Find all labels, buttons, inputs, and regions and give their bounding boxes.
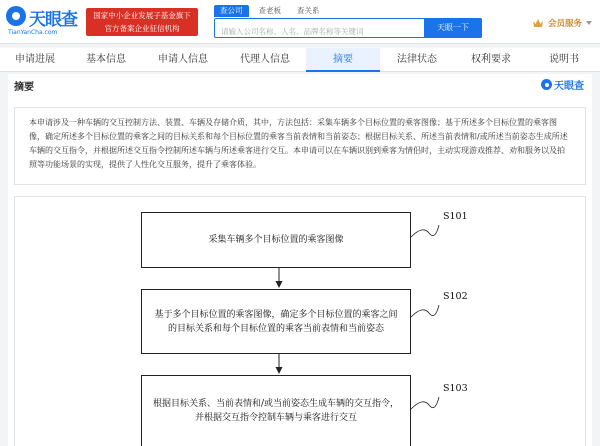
chevron-down-icon [586, 21, 592, 25]
watermark-text: 天眼查 [554, 81, 584, 92]
arrowhead-s102-s103 [276, 367, 283, 374]
member-service-label: 会员服务 [547, 19, 582, 29]
tab-applicant-info[interactable]: 申请人信息 [158, 54, 208, 65]
flow-step-text: 根据目标关系、当前表情和/或当前姿态生成车辆的交互指令，并根据交互指令控制车辆与乘客进行交互 [152, 399, 400, 423]
watermark-logo [541, 77, 584, 92]
tab-claims[interactable]: 权利要求 [471, 54, 511, 65]
tianyancha-logo[interactable] [6, 5, 78, 39]
patent-tab-bar [0, 48, 600, 72]
tab-application-progress[interactable]: 申请进展 [15, 54, 55, 65]
search-tab-relation[interactable]: 查关系 [297, 6, 320, 15]
abstract-figure [14, 196, 586, 446]
leader-s102 [411, 305, 439, 317]
eye-logo-icon [6, 6, 26, 26]
flow-step-text: 采集车辆多个目标位置的乘客图像 [208, 235, 344, 245]
gov-badge-line1: 国家中小企业发展子基金旗下 [93, 11, 191, 20]
search-button[interactable]: 天眼一下 [424, 18, 482, 38]
leader-s101 [411, 225, 439, 237]
tab-legal-status[interactable]: 法律状态 [397, 54, 437, 65]
gov-endorsement-badge[interactable] [86, 8, 198, 36]
top-header [0, 0, 600, 44]
section-title: 摘要 [14, 82, 34, 93]
tab-agent-info[interactable]: 代理人信息 [240, 54, 290, 65]
flow-step-box [141, 212, 411, 268]
gov-badge-line2: 官方备案企业征信机构 [104, 24, 180, 33]
eye-logo-icon [541, 79, 552, 90]
flow-step-label: S103 [443, 383, 468, 394]
flow-step-label: S101 [443, 211, 468, 222]
logo-url: TianYanCha.com [8, 29, 58, 36]
flow-step-label: S102 [443, 291, 468, 302]
flow-step-box [141, 375, 411, 446]
crown-icon [532, 18, 544, 28]
search-type-tabs [214, 5, 326, 17]
logo-text: 天眼查 [29, 10, 77, 30]
leader-s103 [411, 397, 439, 409]
flow-step-text: 基于多个目标位置的乘客图像，确定多个目标位置的乘客之间的目标关系和每个目标位置的乘客当前表情和当前姿态 [154, 309, 398, 334]
abstract-text: 本申请涉及一种车辆的交互控制方法、装置、车辆及存储介质，其中，方法包括：采集车辆多个目标位置的乘客图像；基于所述多个目标位置的乘客图像，确定所述多个目标位置的乘客之间的目标关系和每个目标位置的乘客当前表情和当前姿态；根据目标关系、所述当前表情和/或所述当前姿态生成所述车辆的交互指令，并根据所述交互指令控制所述车辆与所述乘客进行交互。本申请可以在车辆识别到乘客为情侣时，主动实现游戏推荐、劝和服务以及拍照等功能场景的实现，提供了人性化交互服务，提升了乘客体验。 [14, 107, 586, 185]
tab-abstract[interactable]: 摘要 [306, 48, 380, 72]
flow-step-box [141, 289, 411, 354]
search-tab-boss[interactable]: 查老板 [258, 6, 281, 15]
tab-basic-info[interactable]: 基本信息 [86, 54, 126, 65]
member-service-menu[interactable] [532, 16, 592, 30]
search-box [214, 18, 482, 38]
tab-description[interactable]: 说明书 [549, 54, 579, 65]
arrowhead-s101-s102 [276, 281, 283, 288]
search-input[interactable] [215, 23, 425, 41]
abstract-card [8, 74, 592, 446]
search-tab-company[interactable]: 查公司 [214, 5, 249, 17]
